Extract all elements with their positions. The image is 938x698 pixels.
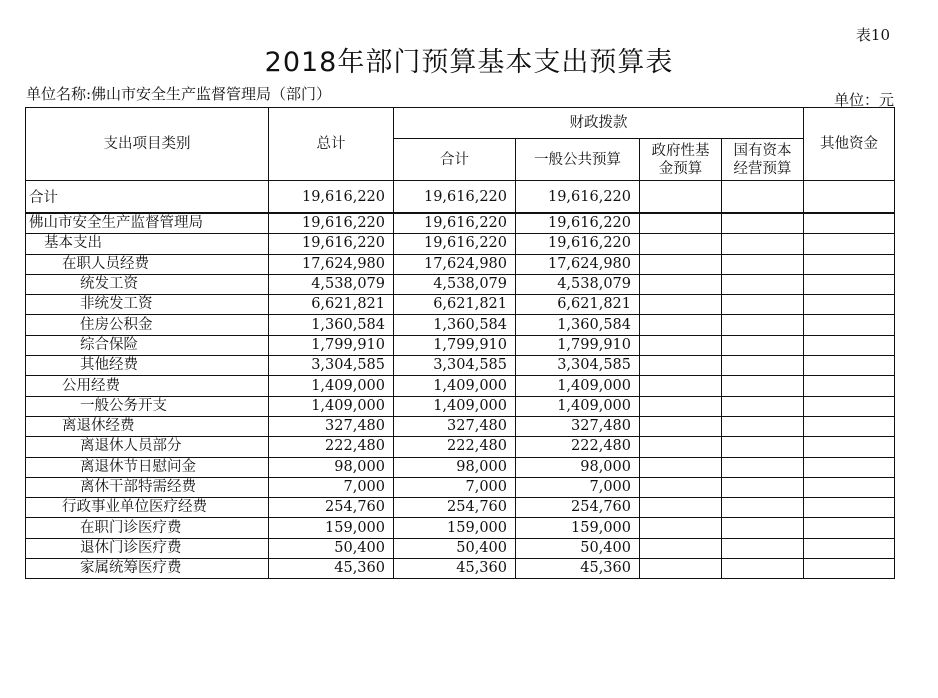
cell-gov-fund [640,254,722,274]
cell-general-budget: 1,409,000 [516,376,640,396]
cell-state-capital [722,498,804,518]
row-name: 公用经费 [26,376,269,396]
cell-gov-fund [640,457,722,477]
cell-other [804,538,895,558]
cell-gov-fund [640,498,722,518]
currency-unit: 单位：元 [833,91,894,109]
cell-total: 7,000 [269,477,394,497]
table-row [26,335,895,355]
cell-fiscal-sum: 159,000 [394,518,516,538]
cell-other [804,213,895,234]
cell-other [804,518,895,538]
header-fiscal-sum: 合计 [394,139,516,181]
cell-other [804,477,895,497]
cell-other [804,274,895,294]
cell-total: 222,480 [269,437,394,457]
table-row [26,295,895,315]
cell-gov-fund [640,518,722,538]
cell-other [804,457,895,477]
row-name: 离退休节日慰问金 [26,457,269,477]
cell-other [804,254,895,274]
cell-gov-fund [640,213,722,234]
row-name: 合计 [26,181,269,214]
cell-state-capital [722,518,804,538]
cell-other [804,356,895,376]
cell-fiscal-sum: 19,616,220 [394,234,516,254]
cell-total: 159,000 [269,518,394,538]
header-gov-fund: 政府性基金预算 [640,139,722,181]
cell-total: 1,409,000 [269,376,394,396]
cell-other [804,396,895,416]
cell-state-capital [722,213,804,234]
cell-fiscal-sum: 50,400 [394,538,516,558]
cell-gov-fund [640,477,722,497]
cell-general-budget: 4,538,079 [516,274,640,294]
cell-fiscal-sum: 1,799,910 [394,335,516,355]
cell-state-capital [722,457,804,477]
cell-gov-fund [640,315,722,335]
row-name: 离休干部特需经费 [26,477,269,497]
cell-state-capital [722,234,804,254]
cell-total: 6,621,821 [269,295,394,315]
cell-general-budget: 159,000 [516,518,640,538]
row-name: 其他经费 [26,356,269,376]
cell-general-budget: 6,621,821 [516,295,640,315]
cell-gov-fund [640,181,722,214]
cell-state-capital [722,477,804,497]
cell-other [804,437,895,457]
table-row [26,498,895,518]
cell-gov-fund [640,335,722,355]
cell-general-budget: 3,304,585 [516,356,640,376]
table-row [26,538,895,558]
cell-fiscal-sum: 1,409,000 [394,376,516,396]
cell-total: 19,616,220 [269,234,394,254]
row-name: 住房公积金 [26,315,269,335]
header-row-1 [26,108,895,139]
cell-total: 19,616,220 [269,213,394,234]
cell-fiscal-sum: 222,480 [394,437,516,457]
cell-general-budget: 19,616,220 [516,181,640,214]
row-name: 统发工资 [26,274,269,294]
cell-total: 1,360,584 [269,315,394,335]
cell-gov-fund [640,274,722,294]
cell-general-budget: 50,400 [516,538,640,558]
cell-total: 327,480 [269,416,394,436]
cell-fiscal-sum: 254,760 [394,498,516,518]
cell-state-capital [722,376,804,396]
cell-general-budget: 1,409,000 [516,396,640,416]
cell-total: 254,760 [269,498,394,518]
cell-gov-fund [640,559,722,579]
cell-total: 1,799,910 [269,335,394,355]
cell-general-budget: 1,360,584 [516,315,640,335]
cell-other [804,181,895,214]
row-name: 综合保险 [26,335,269,355]
table-row [26,315,895,335]
table-row [26,274,895,294]
cell-total: 45,360 [269,559,394,579]
total-row [26,181,895,214]
row-name: 离退休经费 [26,416,269,436]
cell-gov-fund [640,376,722,396]
cell-fiscal-sum: 3,304,585 [394,356,516,376]
cell-fiscal-sum: 45,360 [394,559,516,579]
cell-general-budget: 19,616,220 [516,234,640,254]
cell-general-budget: 1,799,910 [516,335,640,355]
cell-state-capital [722,181,804,214]
row-name: 在职人员经费 [26,254,269,274]
cell-state-capital [722,559,804,579]
cell-fiscal-sum: 1,360,584 [394,315,516,335]
table-row [26,396,895,416]
table-row [26,376,895,396]
cell-gov-fund [640,396,722,416]
header-total: 总计 [269,108,394,181]
table-row [26,356,895,376]
row-name: 离退休人员部分 [26,437,269,457]
row-name: 行政事业单位医疗经费 [26,498,269,518]
header-other: 其他资金 [804,108,895,181]
cell-total: 98,000 [269,457,394,477]
cell-gov-fund [640,416,722,436]
cell-fiscal-sum: 327,480 [394,416,516,436]
cell-fiscal-sum: 19,616,220 [394,213,516,234]
cell-total: 17,624,980 [269,254,394,274]
header-general-budget: 一般公共预算 [516,139,640,181]
row-name: 一般公务开支 [26,396,269,416]
cell-state-capital [722,356,804,376]
table-row [26,213,895,234]
header-category: 支出项目类别 [26,108,269,181]
row-name: 非统发工资 [26,295,269,315]
cell-fiscal-sum: 4,538,079 [394,274,516,294]
cell-general-budget: 19,616,220 [516,213,640,234]
cell-other [804,376,895,396]
cell-general-budget: 327,480 [516,416,640,436]
cell-other [804,295,895,315]
cell-fiscal-sum: 17,624,980 [394,254,516,274]
table-row [26,457,895,477]
table-number: 表10 [855,26,890,44]
cell-gov-fund [640,356,722,376]
cell-gov-fund [640,437,722,457]
cell-total: 4,538,079 [269,274,394,294]
cell-state-capital [722,315,804,335]
cell-fiscal-sum: 1,409,000 [394,396,516,416]
cell-general-budget: 7,000 [516,477,640,497]
cell-general-budget: 222,480 [516,437,640,457]
cell-state-capital [722,437,804,457]
cell-general-budget: 45,360 [516,559,640,579]
cell-fiscal-sum: 6,621,821 [394,295,516,315]
table-row [26,416,895,436]
table-row [26,559,895,579]
budget-table [25,107,895,579]
cell-general-budget: 17,624,980 [516,254,640,274]
table-row [26,518,895,538]
cell-state-capital [722,274,804,294]
table-row [26,254,895,274]
cell-other [804,498,895,518]
cell-other [804,315,895,335]
cell-state-capital [722,335,804,355]
cell-total: 3,304,585 [269,356,394,376]
row-name: 在职门诊医疗费 [26,518,269,538]
cell-state-capital [722,254,804,274]
cell-state-capital [722,538,804,558]
cell-gov-fund [640,538,722,558]
cell-fiscal-sum: 19,616,220 [394,181,516,214]
page-title: 2018年部门预算基本支出预算表 [264,47,674,78]
table-row [26,477,895,497]
cell-state-capital [722,396,804,416]
cell-general-budget: 98,000 [516,457,640,477]
table-row [26,234,895,254]
header-fiscal: 财政拨款 [394,108,804,139]
cell-total: 19,616,220 [269,181,394,214]
cell-state-capital [722,416,804,436]
header-state-capital: 国有资本经营预算 [722,139,804,181]
cell-other [804,416,895,436]
cell-other [804,559,895,579]
cell-other [804,234,895,254]
cell-state-capital [722,295,804,315]
row-name: 佛山市安全生产监督管理局 [26,213,269,234]
cell-gov-fund [640,234,722,254]
cell-other [804,335,895,355]
unit-name: 单位名称:佛山市安全生产监督管理局（部门） [26,85,332,103]
cell-gov-fund [640,295,722,315]
table-row [26,437,895,457]
row-name: 退休门诊医疗费 [26,538,269,558]
cell-fiscal-sum: 7,000 [394,477,516,497]
cell-total: 50,400 [269,538,394,558]
cell-total: 1,409,000 [269,396,394,416]
cell-fiscal-sum: 98,000 [394,457,516,477]
row-name: 基本支出 [26,234,269,254]
cell-general-budget: 254,760 [516,498,640,518]
row-name: 家属统筹医疗费 [26,559,269,579]
